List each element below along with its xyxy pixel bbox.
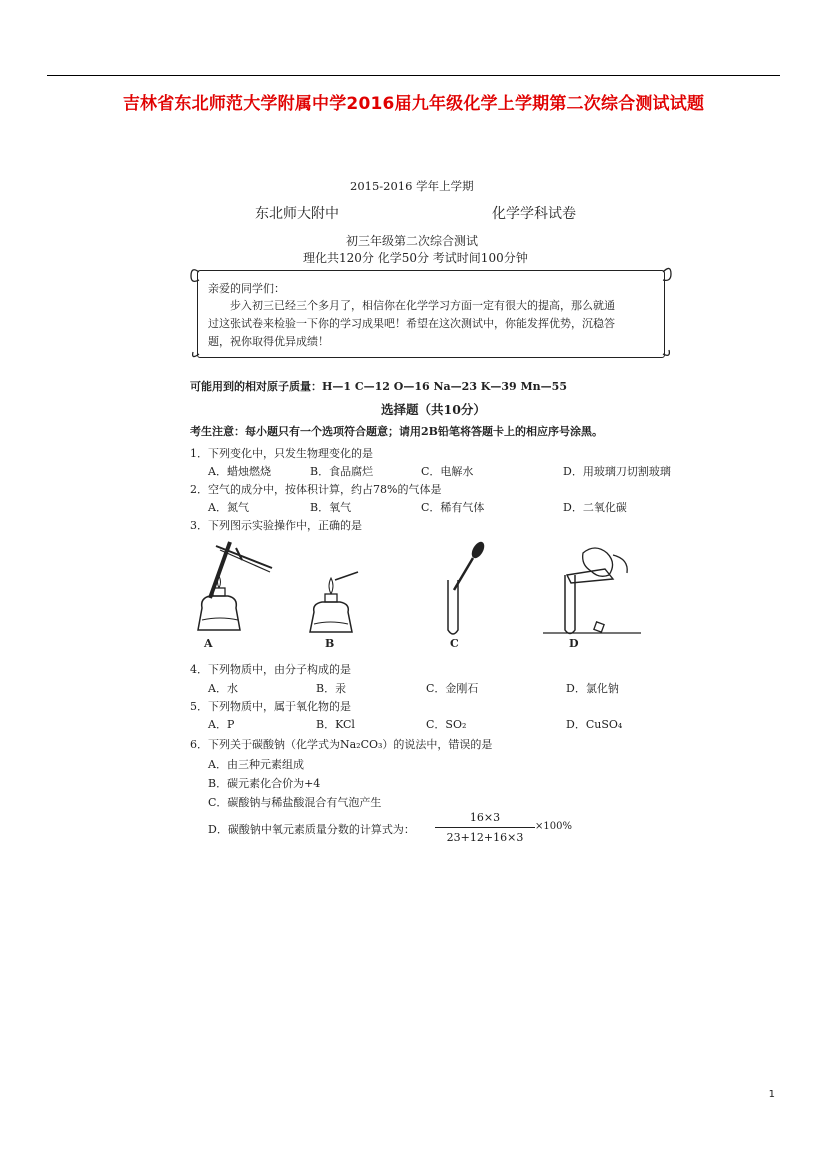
q5-option-c: C．SO₂ (426, 718, 467, 731)
formula-denominator: 23+12+16×3 (446, 831, 524, 844)
lab-diagram-d-icon (543, 545, 643, 640)
question-6-stem: 6．下列关于碳酸钠（化学式为Na₂CO₃）的说法中，错误的是 (190, 738, 493, 751)
atomic-masses: 可能用到的相对原子质量：H—1 C—12 O—16 Na—23 K—39 Mn—55 (190, 380, 567, 393)
lab-diagram-a-icon (180, 538, 280, 638)
page-number: 1 (768, 1089, 775, 1100)
q1-option-d: D．用玻璃刀切割玻璃 (563, 465, 671, 478)
q2-option-b: B．氧气 (310, 501, 352, 514)
q2-option-a: A．氮气 (208, 501, 249, 514)
score-line: 理化共120分 化学50分 考试时间100分钟 (303, 251, 528, 265)
q4-option-d: D．氯化钠 (566, 682, 619, 695)
question-1-stem: 1．下列变化中，只发生物理变化的是 (190, 447, 373, 460)
q2-option-d: D．二氧化碳 (563, 501, 627, 514)
q6-option-b: B．碳元素化合价为+4 (208, 777, 321, 790)
greeting-line-1: 步入初三已经三个多月了，相信你在化学学习方面一定有很大的提高，那么就通 (230, 299, 615, 312)
q6-option-d: D．碳酸钠中氧元素质量分数的计算式为： (208, 823, 415, 836)
formula-suffix: ×100% (535, 821, 572, 832)
school-year: 2015-2016 学年上学期 (350, 179, 474, 193)
q1-option-b: B．食品腐烂 (310, 465, 374, 478)
candidate-notice: 考生注意：每小题只有一个选项符合题意；请用2B铅笔将答题卡上的相应序号涂黑。 (190, 425, 603, 438)
formula-numerator: 16×3 (469, 811, 501, 824)
q1-option-a: A．蜡烛燃烧 (208, 465, 271, 478)
question-5-stem: 5．下列物质中，属于氧化物的是 (190, 700, 351, 713)
diagram-a-label: A (204, 637, 213, 650)
q6-option-a: A．由三种元素组成 (208, 758, 304, 771)
q5-option-a: A．P (208, 718, 235, 731)
greeting-line-2: 过这张试卷来检验一下你的学习成果吧！希望在这次测试中，你能发挥优势，沉稳答 (208, 317, 615, 330)
lab-diagram-b-icon (300, 570, 370, 640)
section-title: 选择题（共10分） (381, 402, 486, 417)
q4-option-a: A．水 (208, 682, 238, 695)
lab-diagram-c-icon (440, 540, 490, 640)
top-rule (47, 75, 780, 76)
q5-option-b: B．KCl (316, 718, 355, 731)
diagram-c-label: C (450, 637, 459, 650)
question-2-stem: 2．空气的成分中，按体积计算，约占78%的气体是 (190, 483, 442, 496)
greeting-salutation: 亲爱的同学们： (208, 282, 285, 295)
q4-option-c: C．金刚石 (426, 682, 479, 695)
greeting-line-3: 题，祝你取得优异成绩！ (208, 335, 329, 348)
q6-option-c: C．碳酸钠与稀盐酸混合有气泡产生 (208, 796, 382, 809)
diagram-d-label: D (569, 637, 579, 650)
exam-name: 初三年级第二次综合测试 (346, 234, 479, 248)
q4-option-b: B．汞 (316, 682, 347, 695)
question-4-stem: 4．下列物质中，由分子构成的是 (190, 663, 351, 676)
subject-title: 化学学科试卷 (492, 206, 576, 222)
school-name: 东北师大附中 (255, 206, 339, 222)
mass-fraction-formula (435, 811, 535, 844)
q5-option-d: D．CuSO₄ (566, 718, 623, 731)
q2-option-c: C．稀有气体 (421, 501, 485, 514)
document-title: 吉林省东北师范大学附属中学2016届九年级化学上学期第二次综合测试试题 (122, 94, 705, 114)
question-3-stem: 3．下列图示实验操作中，正确的是 (190, 519, 362, 532)
diagram-b-label: B (325, 637, 335, 650)
q1-option-c: C．电解水 (421, 465, 474, 478)
